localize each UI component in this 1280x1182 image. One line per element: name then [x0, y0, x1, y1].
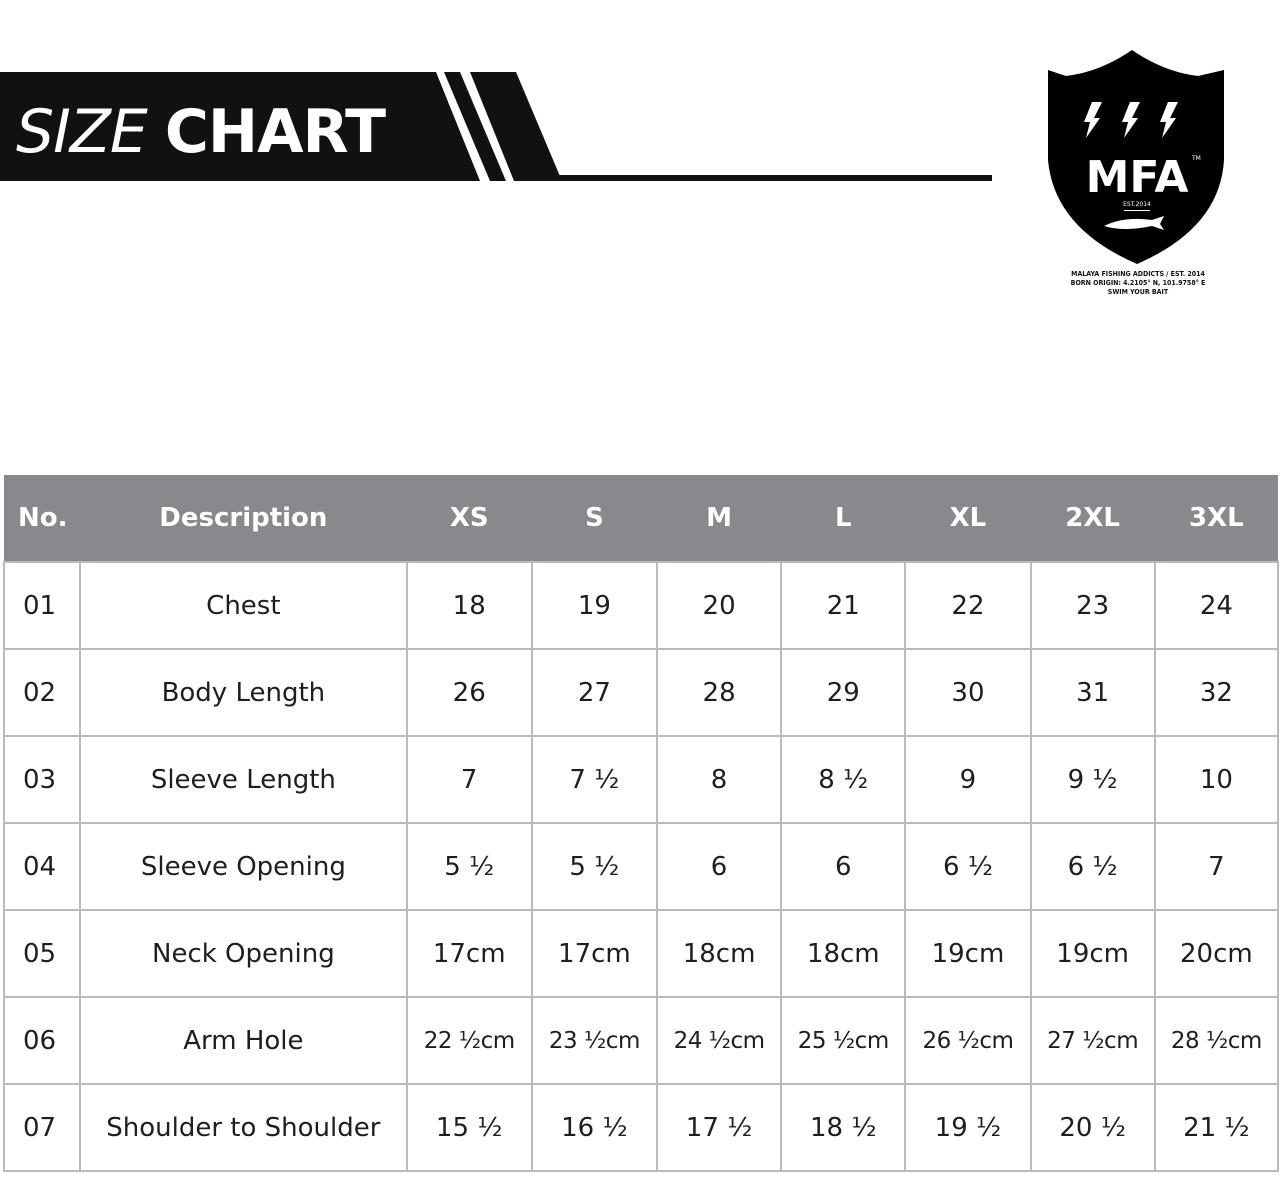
size-value-cell: 29: [781, 649, 905, 736]
size-value-cell: 31: [1031, 649, 1155, 736]
row-description: Sleeve Opening: [80, 823, 407, 910]
table-row: [4, 562, 1278, 649]
size-value-cell: 19cm: [905, 910, 1030, 997]
table-row: [4, 736, 1278, 823]
size-value-cell: 17cm: [407, 910, 532, 997]
header-size: M: [657, 475, 781, 562]
shield-icon: [1044, 50, 1230, 268]
size-value-cell: 30: [905, 649, 1030, 736]
size-value-cell: 23 ½cm: [532, 997, 657, 1084]
row-description: Body Length: [80, 649, 407, 736]
size-value-cell: 22 ½cm: [407, 997, 532, 1084]
size-value-cell: 23: [1031, 562, 1155, 649]
size-value-cell: 10: [1155, 736, 1278, 823]
table-row: [4, 1084, 1278, 1171]
size-value-cell: 18cm: [657, 910, 781, 997]
size-value-cell: 6 ½: [905, 823, 1030, 910]
table-row: [4, 649, 1278, 736]
size-value-cell: 9: [905, 736, 1030, 823]
size-value-cell: 18: [407, 562, 532, 649]
size-value-cell: 27: [532, 649, 657, 736]
logo-caption-line: BORN ORIGIN: 4.2105° N, 101.9758° E: [1070, 279, 1206, 287]
table-row: [4, 997, 1278, 1084]
size-value-cell: 21 ½: [1155, 1084, 1278, 1171]
size-value-cell: 20cm: [1155, 910, 1278, 997]
table-header-row: [4, 475, 1278, 562]
logo-established: EST.2014: [1123, 201, 1151, 208]
size-table: [3, 475, 1279, 1172]
size-value-cell: 15 ½: [407, 1084, 532, 1171]
size-value-cell: 18 ½: [781, 1084, 905, 1171]
size-value-cell: 19: [532, 562, 657, 649]
logo-caption: [1040, 270, 1236, 297]
size-value-cell: 18cm: [781, 910, 905, 997]
logo-caption-line: MALAYA FISHING ADDICTS / EST. 2014: [1071, 270, 1205, 278]
size-value-cell: 6: [657, 823, 781, 910]
row-number: 06: [4, 997, 80, 1084]
brand-logo: [1044, 50, 1230, 268]
header-size: XS: [407, 475, 532, 562]
size-value-cell: 24: [1155, 562, 1278, 649]
size-value-cell: 27 ½cm: [1031, 997, 1155, 1084]
size-value-cell: 6: [781, 823, 905, 910]
header-description: Description: [80, 475, 407, 562]
row-description: Chest: [80, 562, 407, 649]
size-value-cell: 16 ½: [532, 1084, 657, 1171]
row-description: Arm Hole: [80, 997, 407, 1084]
row-number: 07: [4, 1084, 80, 1171]
header-no: No.: [4, 475, 80, 562]
table-body: [4, 562, 1278, 1171]
size-value-cell: 17 ½: [657, 1084, 781, 1171]
size-value-cell: 28: [657, 649, 781, 736]
page-title: [16, 98, 385, 166]
size-value-cell: 19cm: [1031, 910, 1155, 997]
title-bold: CHART: [164, 97, 385, 167]
size-value-cell: 5 ½: [407, 823, 532, 910]
size-value-cell: 19 ½: [905, 1084, 1030, 1171]
size-value-cell: 26: [407, 649, 532, 736]
size-value-cell: 22: [905, 562, 1030, 649]
size-value-cell: 6 ½: [1031, 823, 1155, 910]
row-number: 01: [4, 562, 80, 649]
row-description: Shoulder to Shoulder: [80, 1084, 407, 1171]
row-number: 04: [4, 823, 80, 910]
row-description: Neck Opening: [80, 910, 407, 997]
size-value-cell: 24 ½cm: [657, 997, 781, 1084]
size-value-cell: 17cm: [532, 910, 657, 997]
table-row: [4, 823, 1278, 910]
logo-mark: MFA: [1085, 152, 1189, 203]
header-size: XL: [905, 475, 1030, 562]
header-size: S: [532, 475, 657, 562]
size-value-cell: 8: [657, 736, 781, 823]
size-value-cell: 21: [781, 562, 905, 649]
logo-trademark: TM: [1192, 155, 1201, 162]
size-value-cell: 7: [407, 736, 532, 823]
size-value-cell: 28 ½cm: [1155, 997, 1278, 1084]
header-size: 2XL: [1031, 475, 1155, 562]
row-description: Sleeve Length: [80, 736, 407, 823]
size-value-cell: 8 ½: [781, 736, 905, 823]
row-number: 02: [4, 649, 80, 736]
size-value-cell: 5 ½: [532, 823, 657, 910]
row-number: 05: [4, 910, 80, 997]
title-light: SIZE: [16, 97, 147, 167]
size-value-cell: 7: [1155, 823, 1278, 910]
size-value-cell: 9 ½: [1031, 736, 1155, 823]
size-value-cell: 26 ½cm: [905, 997, 1030, 1084]
header-size: 3XL: [1155, 475, 1278, 562]
size-value-cell: 20: [657, 562, 781, 649]
row-number: 03: [4, 736, 80, 823]
table-row: [4, 910, 1278, 997]
size-value-cell: 7 ½: [532, 736, 657, 823]
size-value-cell: 20 ½: [1031, 1084, 1155, 1171]
header-size: L: [781, 475, 905, 562]
logo-caption-line: SWIM YOUR BAIT: [1107, 288, 1169, 296]
size-value-cell: 25 ½cm: [781, 997, 905, 1084]
size-value-cell: 32: [1155, 649, 1278, 736]
